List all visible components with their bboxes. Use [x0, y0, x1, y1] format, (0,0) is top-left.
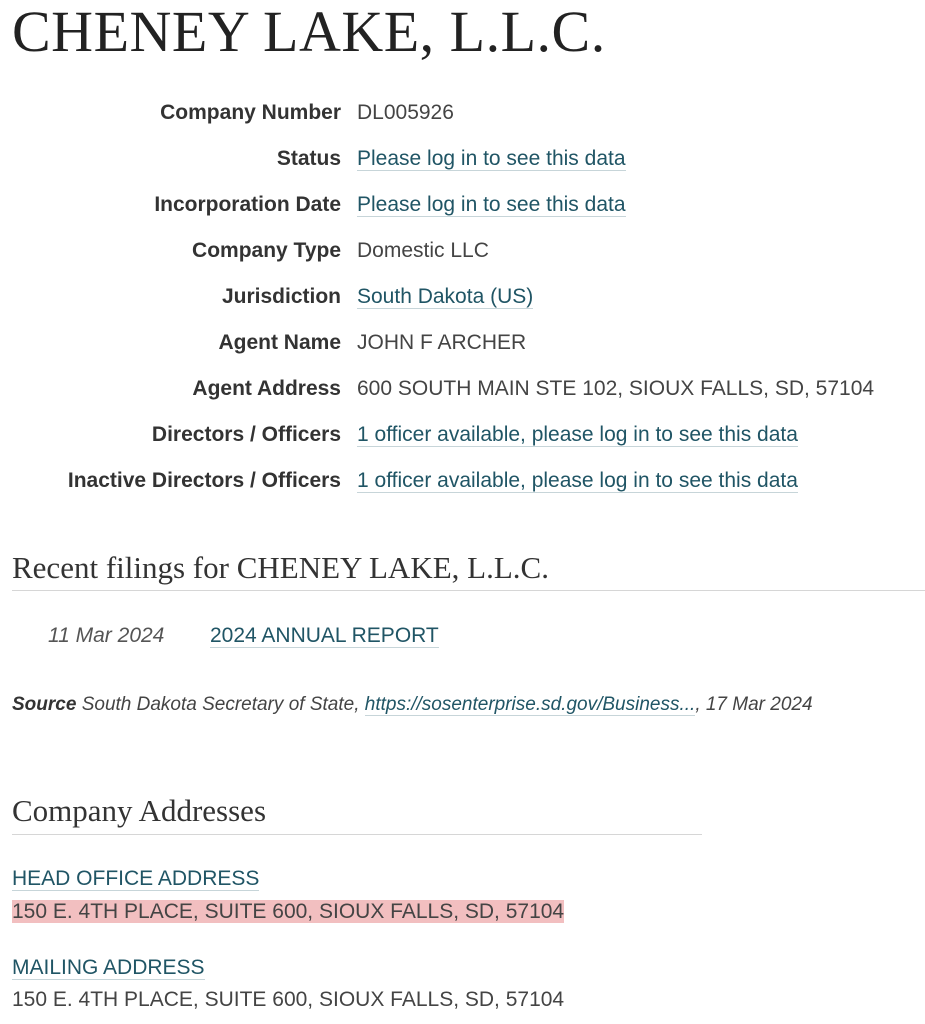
detail-label: Agent Address	[192, 377, 341, 400]
company-number-value: DL005926	[357, 101, 454, 124]
detail-label: Inactive Directors / Officers	[67, 469, 341, 492]
company-details-table	[0, 97, 925, 511]
recent-filings-heading: Recent filings for CHENEY LAKE, L.L.C.	[12, 550, 549, 585]
filing-annual-report-link[interactable]: 2024 ANNUAL REPORT	[210, 624, 439, 647]
detail-label: Jurisdiction	[221, 285, 341, 308]
company-name-title: CHENEY LAKE, L.L.C.	[12, 0, 606, 64]
detail-row-agent-name	[0, 327, 925, 373]
detail-label: Company Type	[192, 239, 341, 262]
status-login-link[interactable]: Please log in to see this data	[357, 147, 626, 170]
directors-login-link[interactable]: 1 officer available, please log in to see this data	[357, 423, 798, 446]
detail-row-directors	[0, 419, 925, 465]
source-date: , 17 Mar 2024	[695, 694, 813, 715]
section-divider	[12, 834, 702, 835]
inactive-directors-login-link[interactable]: 1 officer available, please log in to see this data	[357, 469, 798, 492]
detail-row-inactive-directors	[0, 465, 925, 511]
incorporation-date-login-link[interactable]: Please log in to see this data	[357, 193, 626, 216]
detail-label: Incorporation Date	[154, 193, 341, 216]
jurisdiction-link[interactable]: South Dakota (US)	[357, 285, 534, 308]
source-line	[12, 690, 813, 720]
company-addresses-heading: Company Addresses	[12, 793, 267, 828]
filing-date: 11 Mar 2024	[48, 624, 165, 647]
detail-label: Company Number	[160, 101, 341, 124]
source-publisher: South Dakota Secretary of State,	[81, 694, 360, 715]
detail-label: Directors / Officers	[151, 423, 341, 446]
detail-row-agent-address	[0, 373, 925, 419]
detail-row-status	[0, 143, 925, 189]
source-url-link[interactable]: https://sosenterprise.sd.gov/Business...	[364, 694, 696, 715]
section-divider	[12, 590, 925, 591]
head-office-address-value: 150 E. 4TH PLACE, SUITE 600, SIOUX FALLS, SD, 57104	[12, 900, 565, 923]
mailing-address-label[interactable]: MAILING ADDRESS	[12, 956, 205, 979]
detail-label: Agent Name	[218, 331, 341, 354]
head-office-address-label[interactable]: HEAD OFFICE ADDRESS	[12, 867, 260, 890]
detail-label: Status	[276, 147, 341, 170]
detail-row-company-type	[0, 235, 925, 281]
agent-name-value: JOHN F ARCHER	[357, 331, 527, 354]
company-type-value: Domestic LLC	[357, 239, 489, 262]
detail-row-company-number	[0, 97, 925, 143]
detail-row-incorporation-date	[0, 189, 925, 235]
agent-address-value: 600 SOUTH MAIN STE 102, SIOUX FALLS, SD, 57104	[357, 377, 875, 400]
source-label: Source	[12, 694, 77, 715]
detail-row-jurisdiction	[0, 281, 925, 327]
mailing-address-value: 150 E. 4TH PLACE, SUITE 600, SIOUX FALLS, SD, 57104	[12, 988, 565, 1011]
